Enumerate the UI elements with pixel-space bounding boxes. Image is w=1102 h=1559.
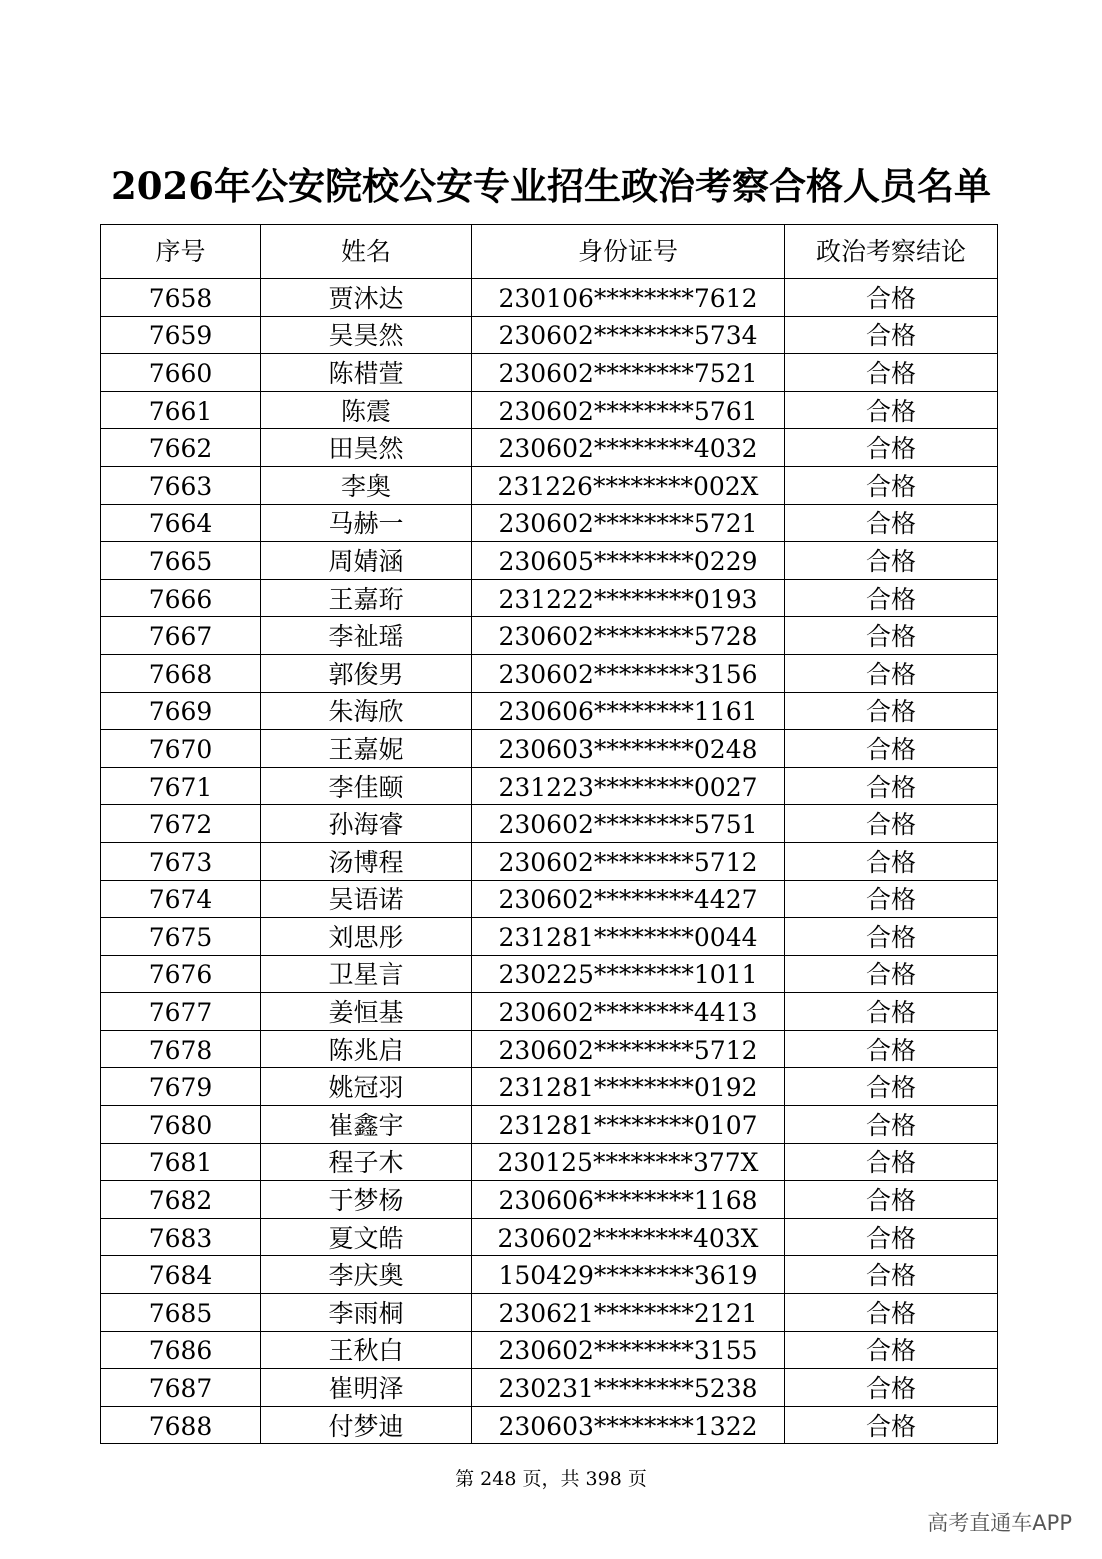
cell-id-number: 230602********5734 bbox=[472, 316, 785, 354]
table-row bbox=[101, 1181, 998, 1219]
cell-conclusion: 合格 bbox=[785, 805, 998, 843]
cell-serial: 7665 bbox=[101, 542, 261, 580]
cell-name: 夏文皓 bbox=[261, 1218, 472, 1256]
table-row bbox=[101, 542, 998, 580]
cell-serial: 7683 bbox=[101, 1218, 261, 1256]
cell-serial: 7664 bbox=[101, 504, 261, 542]
cell-id-number: 230602********5712 bbox=[472, 1030, 785, 1068]
table-row bbox=[101, 955, 998, 993]
cell-conclusion: 合格 bbox=[785, 880, 998, 918]
cell-name: 郭俊男 bbox=[261, 654, 472, 692]
cell-name: 程子木 bbox=[261, 1143, 472, 1181]
table-row bbox=[101, 880, 998, 918]
cell-name: 卫星言 bbox=[261, 955, 472, 993]
table-row bbox=[101, 504, 998, 542]
table-body bbox=[101, 279, 998, 1444]
cell-conclusion: 合格 bbox=[785, 316, 998, 354]
cell-id-number: 150429********3619 bbox=[472, 1256, 785, 1294]
cell-name: 李雨桐 bbox=[261, 1294, 472, 1332]
cell-id-number: 230231********5238 bbox=[472, 1369, 785, 1407]
cell-id-number: 230606********1161 bbox=[472, 692, 785, 730]
table-row bbox=[101, 767, 998, 805]
header-serial: 序号 bbox=[101, 225, 261, 279]
cell-serial: 7679 bbox=[101, 1068, 261, 1106]
cell-name: 周婧涵 bbox=[261, 542, 472, 580]
cell-id-number: 230125********377X bbox=[472, 1143, 785, 1181]
header-name: 姓名 bbox=[261, 225, 472, 279]
cell-id-number: 230602********5721 bbox=[472, 504, 785, 542]
header-conclusion: 政治考察结论 bbox=[785, 225, 998, 279]
cell-serial: 7671 bbox=[101, 767, 261, 805]
cell-serial: 7673 bbox=[101, 842, 261, 880]
cell-conclusion: 合格 bbox=[785, 1106, 998, 1144]
cell-conclusion: 合格 bbox=[785, 1068, 998, 1106]
cell-id-number: 231281********0044 bbox=[472, 918, 785, 956]
cell-id-number: 231281********0192 bbox=[472, 1068, 785, 1106]
cell-name: 孙海睿 bbox=[261, 805, 472, 843]
cell-id-number: 230603********0248 bbox=[472, 730, 785, 768]
cell-conclusion: 合格 bbox=[785, 1181, 998, 1219]
cell-id-number: 231226********002X bbox=[472, 466, 785, 504]
table-row bbox=[101, 1331, 998, 1369]
cell-conclusion: 合格 bbox=[785, 1143, 998, 1181]
cell-serial: 7684 bbox=[101, 1256, 261, 1294]
cell-name: 汤博程 bbox=[261, 842, 472, 880]
cell-serial: 7680 bbox=[101, 1106, 261, 1144]
cell-serial: 7660 bbox=[101, 354, 261, 392]
cell-name: 吴昊然 bbox=[261, 316, 472, 354]
cell-conclusion: 合格 bbox=[785, 1030, 998, 1068]
cell-name: 王秋白 bbox=[261, 1331, 472, 1369]
table-row bbox=[101, 654, 998, 692]
cell-name: 崔鑫宇 bbox=[261, 1106, 472, 1144]
table-row bbox=[101, 1406, 998, 1444]
table-row bbox=[101, 918, 998, 956]
cell-name: 王嘉珩 bbox=[261, 579, 472, 617]
cell-name: 于梦杨 bbox=[261, 1181, 472, 1219]
cell-conclusion: 合格 bbox=[785, 692, 998, 730]
cell-serial: 7667 bbox=[101, 617, 261, 655]
cell-serial: 7668 bbox=[101, 654, 261, 692]
table-row bbox=[101, 1369, 998, 1407]
cell-serial: 7658 bbox=[101, 279, 261, 317]
cell-serial: 7688 bbox=[101, 1406, 261, 1444]
table-row bbox=[101, 579, 998, 617]
cell-conclusion: 合格 bbox=[785, 654, 998, 692]
table-row bbox=[101, 466, 998, 504]
cell-id-number: 230602********5751 bbox=[472, 805, 785, 843]
cell-serial: 7663 bbox=[101, 466, 261, 504]
cell-conclusion: 合格 bbox=[785, 542, 998, 580]
watermark: 高考直通车APP bbox=[927, 1511, 1072, 1535]
cell-serial: 7666 bbox=[101, 579, 261, 617]
cell-serial: 7670 bbox=[101, 730, 261, 768]
cell-id-number: 230602********403X bbox=[472, 1218, 785, 1256]
cell-id-number: 230602********4032 bbox=[472, 429, 785, 467]
table-row bbox=[101, 842, 998, 880]
table-header-row bbox=[101, 225, 998, 279]
cell-conclusion: 合格 bbox=[785, 579, 998, 617]
cell-name: 陈棤萱 bbox=[261, 354, 472, 392]
cell-id-number: 230602********3156 bbox=[472, 654, 785, 692]
cell-id-number: 230602********5761 bbox=[472, 391, 785, 429]
cell-conclusion: 合格 bbox=[785, 1256, 998, 1294]
cell-serial: 7659 bbox=[101, 316, 261, 354]
cell-conclusion: 合格 bbox=[785, 842, 998, 880]
cell-name: 贾沐达 bbox=[261, 279, 472, 317]
cell-serial: 7686 bbox=[101, 1331, 261, 1369]
cell-serial: 7672 bbox=[101, 805, 261, 843]
header-id-number: 身份证号 bbox=[472, 225, 785, 279]
cell-serial: 7682 bbox=[101, 1181, 261, 1219]
cell-conclusion: 合格 bbox=[785, 1294, 998, 1332]
cell-serial: 7687 bbox=[101, 1369, 261, 1407]
cell-name: 朱海欣 bbox=[261, 692, 472, 730]
cell-conclusion: 合格 bbox=[785, 1369, 998, 1407]
table-row bbox=[101, 1068, 998, 1106]
cell-name: 陈兆启 bbox=[261, 1030, 472, 1068]
cell-id-number: 230621********2121 bbox=[472, 1294, 785, 1332]
cell-id-number: 230602********4413 bbox=[472, 993, 785, 1031]
cell-serial: 7669 bbox=[101, 692, 261, 730]
cell-serial: 7675 bbox=[101, 918, 261, 956]
cell-conclusion: 合格 bbox=[785, 279, 998, 317]
cell-name: 李佳颐 bbox=[261, 767, 472, 805]
document-title: 2026年公安院校公安专业招生政治考察合格人员名单 bbox=[111, 164, 991, 208]
cell-id-number: 230602********3155 bbox=[472, 1331, 785, 1369]
table-row bbox=[101, 279, 998, 317]
qualified-list-table bbox=[100, 224, 998, 1444]
table-row bbox=[101, 429, 998, 467]
cell-name: 姜恒基 bbox=[261, 993, 472, 1031]
cell-name: 付梦迪 bbox=[261, 1406, 472, 1444]
cell-name: 陈震 bbox=[261, 391, 472, 429]
cell-id-number: 230602********5728 bbox=[472, 617, 785, 655]
table-row bbox=[101, 730, 998, 768]
cell-serial: 7677 bbox=[101, 993, 261, 1031]
cell-name: 崔明泽 bbox=[261, 1369, 472, 1407]
table-row bbox=[101, 391, 998, 429]
cell-serial: 7685 bbox=[101, 1294, 261, 1332]
cell-conclusion: 合格 bbox=[785, 429, 998, 467]
cell-name: 李祉瑶 bbox=[261, 617, 472, 655]
cell-conclusion: 合格 bbox=[785, 767, 998, 805]
cell-id-number: 230605********0229 bbox=[472, 542, 785, 580]
table-row bbox=[101, 805, 998, 843]
cell-conclusion: 合格 bbox=[785, 617, 998, 655]
cell-id-number: 231223********0027 bbox=[472, 767, 785, 805]
cell-name: 刘思彤 bbox=[261, 918, 472, 956]
table-row bbox=[101, 1294, 998, 1332]
cell-serial: 7674 bbox=[101, 880, 261, 918]
cell-conclusion: 合格 bbox=[785, 918, 998, 956]
cell-conclusion: 合格 bbox=[785, 504, 998, 542]
cell-id-number: 230606********1168 bbox=[472, 1181, 785, 1219]
cell-name: 马赫一 bbox=[261, 504, 472, 542]
cell-name: 吴语诺 bbox=[261, 880, 472, 918]
cell-conclusion: 合格 bbox=[785, 1218, 998, 1256]
cell-conclusion: 合格 bbox=[785, 955, 998, 993]
page-footer: 第 248 页，共 398 页 bbox=[455, 1468, 647, 1490]
cell-serial: 7681 bbox=[101, 1143, 261, 1181]
cell-id-number: 230602********7521 bbox=[472, 354, 785, 392]
cell-name: 田昊然 bbox=[261, 429, 472, 467]
table-row bbox=[101, 1218, 998, 1256]
cell-conclusion: 合格 bbox=[785, 354, 998, 392]
cell-name: 姚冠羽 bbox=[261, 1068, 472, 1106]
cell-id-number: 230225********1011 bbox=[472, 955, 785, 993]
table-row bbox=[101, 692, 998, 730]
cell-conclusion: 合格 bbox=[785, 466, 998, 504]
table-row bbox=[101, 1143, 998, 1181]
cell-id-number: 231222********0193 bbox=[472, 579, 785, 617]
cell-serial: 7662 bbox=[101, 429, 261, 467]
table-row bbox=[101, 1030, 998, 1068]
cell-id-number: 230603********1322 bbox=[472, 1406, 785, 1444]
cell-name: 李奥 bbox=[261, 466, 472, 504]
cell-serial: 7676 bbox=[101, 955, 261, 993]
cell-conclusion: 合格 bbox=[785, 1406, 998, 1444]
table-row bbox=[101, 1256, 998, 1294]
cell-id-number: 230602********4427 bbox=[472, 880, 785, 918]
cell-conclusion: 合格 bbox=[785, 993, 998, 1031]
cell-name: 王嘉妮 bbox=[261, 730, 472, 768]
cell-conclusion: 合格 bbox=[785, 730, 998, 768]
table-row bbox=[101, 316, 998, 354]
table-row bbox=[101, 354, 998, 392]
cell-name: 李庆奥 bbox=[261, 1256, 472, 1294]
cell-id-number: 230106********7612 bbox=[472, 279, 785, 317]
cell-conclusion: 合格 bbox=[785, 1331, 998, 1369]
table-row bbox=[101, 1106, 998, 1144]
cell-conclusion: 合格 bbox=[785, 391, 998, 429]
cell-serial: 7678 bbox=[101, 1030, 261, 1068]
cell-id-number: 231281********0107 bbox=[472, 1106, 785, 1144]
cell-serial: 7661 bbox=[101, 391, 261, 429]
table-row bbox=[101, 993, 998, 1031]
table-row bbox=[101, 617, 998, 655]
cell-id-number: 230602********5712 bbox=[472, 842, 785, 880]
